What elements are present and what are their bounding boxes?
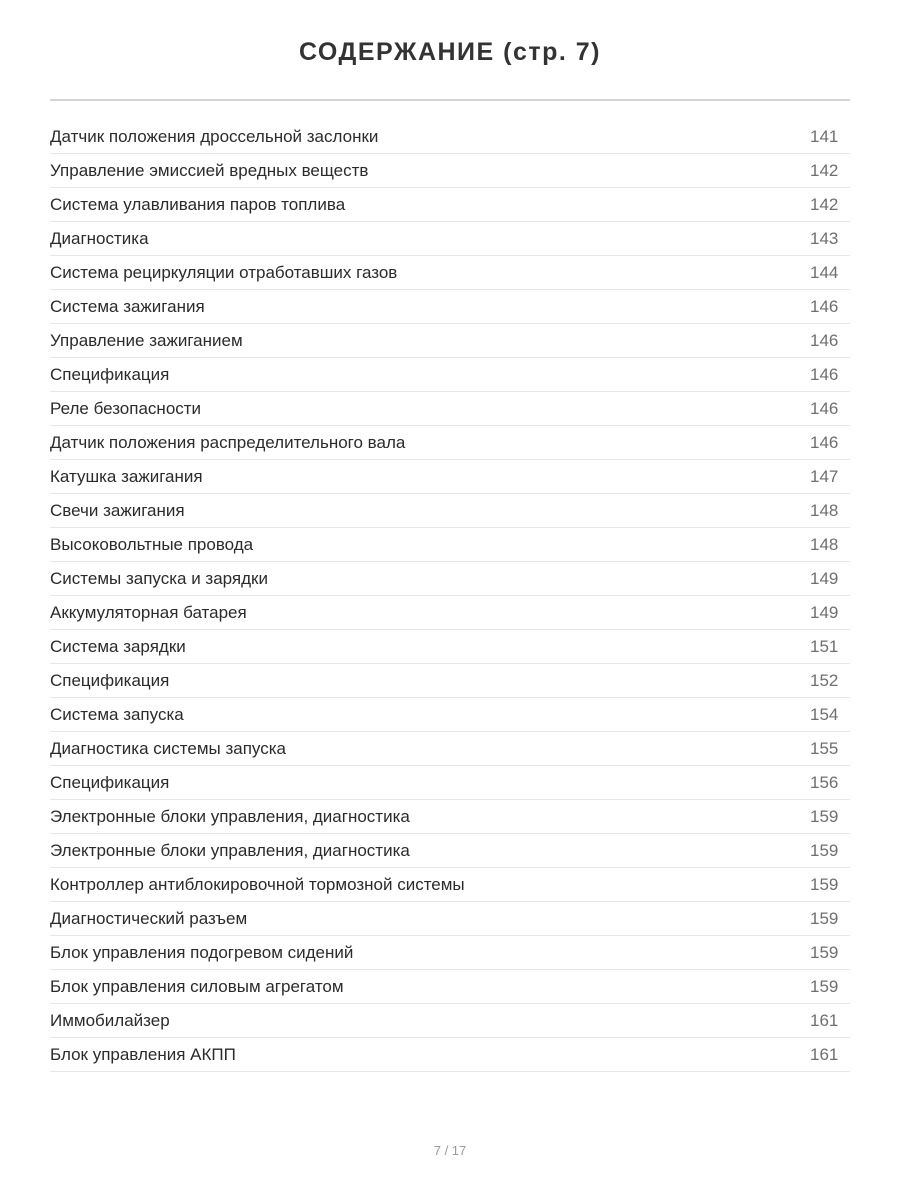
toc-entry-page: 149 — [810, 602, 839, 622]
toc-entry[interactable] — [50, 392, 850, 426]
toc-entry-page: 146 — [810, 432, 839, 452]
toc-entry[interactable] — [50, 494, 850, 528]
toc-entry[interactable] — [50, 222, 850, 256]
toc-entry-page: 148 — [810, 500, 839, 520]
toc-entry[interactable] — [50, 358, 850, 392]
toc-entry[interactable] — [50, 290, 850, 324]
toc-entry-title: Блок управления подогревом сидений — [50, 942, 354, 962]
toc-entry-page: 149 — [810, 568, 839, 588]
toc-entry-title: Управление зажиганием — [50, 330, 243, 350]
toc-entry[interactable] — [50, 120, 850, 154]
toc-entry-title: Свечи зажигания — [50, 500, 185, 520]
toc-entry[interactable] — [50, 188, 850, 222]
toc-entry-page: 146 — [810, 330, 839, 350]
toc-entry-title: Аккумуляторная батарея — [50, 602, 247, 622]
toc-entry-page: 154 — [810, 704, 839, 724]
toc-entry-title: Электронные блоки управления, диагностика — [50, 840, 410, 860]
toc-entry[interactable] — [50, 256, 850, 290]
toc-entry[interactable] — [50, 1038, 850, 1072]
toc-entry-page: 159 — [810, 874, 839, 894]
toc-entry[interactable] — [50, 154, 850, 188]
toc-entry-title: Система запуска — [50, 704, 184, 724]
toc-entry[interactable] — [50, 324, 850, 358]
toc-entry-page: 159 — [810, 942, 839, 962]
toc-entry-page: 156 — [810, 772, 839, 792]
toc-entry[interactable] — [50, 426, 850, 460]
toc-entry-page: 155 — [810, 738, 839, 758]
toc-entry-title: Управление эмиссией вредных веществ — [50, 160, 369, 180]
toc-entry[interactable] — [50, 562, 850, 596]
toc-entry[interactable] — [50, 528, 850, 562]
title-divider — [50, 99, 850, 101]
toc-entry-title: Реле безопасности — [50, 398, 202, 418]
toc-entry-page: 141 — [810, 126, 839, 146]
toc-entry[interactable] — [50, 868, 850, 902]
toc-entry-page: 161 — [810, 1010, 839, 1030]
toc-entry-page: 143 — [810, 228, 839, 248]
toc-entry[interactable] — [50, 596, 850, 630]
toc-entry-page: 146 — [810, 364, 839, 384]
toc-entry-title: Контроллер антиблокировочной тормозной системы — [50, 874, 465, 894]
toc-entry[interactable] — [50, 664, 850, 698]
toc-entry-title: Датчик положения распределительного вала — [50, 432, 406, 452]
toc-entry-title: Система зажигания — [50, 296, 205, 316]
page-counter: 7 / 17 — [433, 1143, 467, 1158]
toc-entry-page: 144 — [810, 262, 839, 282]
page-title: СОДЕРЖАНИЕ (стр. 7) — [298, 38, 602, 66]
toc-entry[interactable] — [50, 834, 850, 868]
toc-entry-page: 159 — [810, 840, 839, 860]
toc-entry-page: 159 — [810, 976, 839, 996]
toc-entry[interactable] — [50, 630, 850, 664]
toc-entry[interactable] — [50, 800, 850, 834]
toc-entry-title: Высоковольтные провода — [50, 534, 254, 554]
toc-entry[interactable] — [50, 698, 850, 732]
toc-entry[interactable] — [50, 766, 850, 800]
toc-entry-title: Блок управления АКПП — [50, 1044, 236, 1064]
toc-entry[interactable] — [50, 732, 850, 766]
toc-entry[interactable] — [50, 1004, 850, 1038]
toc-entry-title: Иммобилайзер — [50, 1010, 170, 1030]
toc-entry-title: Диагностика — [50, 228, 149, 248]
toc-entry-page: 147 — [810, 466, 839, 486]
toc-entry-title: Системы запуска и зарядки — [50, 568, 268, 588]
toc-entry-title: Система рециркуляции отработавших газов — [50, 262, 398, 282]
toc-entry[interactable] — [50, 970, 850, 1004]
toc-entry-title: Катушка зажигания — [50, 466, 203, 486]
toc-entry-page: 159 — [810, 908, 839, 928]
toc-entry-page: 161 — [810, 1044, 839, 1064]
toc-entry[interactable] — [50, 460, 850, 494]
toc-entry-page: 159 — [810, 806, 839, 826]
toc-entry-title: Диагностический разъем — [50, 908, 248, 928]
toc-entry-page: 142 — [810, 194, 839, 214]
toc-entry-title: Спецификация — [50, 670, 170, 690]
toc-entry-page: 146 — [810, 398, 839, 418]
toc-entry-title: Диагностика системы запуска — [50, 738, 286, 758]
toc-entry-page: 152 — [810, 670, 839, 690]
toc-entry-title: Блок управления силовым агрегатом — [50, 976, 344, 996]
toc-entry-page: 146 — [810, 296, 839, 316]
toc-entry-title: Спецификация — [50, 772, 170, 792]
toc-list — [50, 120, 850, 1072]
toc-entry-title: Электронные блоки управления, диагностика — [50, 806, 410, 826]
toc-entry-title: Система зарядки — [50, 636, 186, 656]
toc-entry[interactable] — [50, 936, 850, 970]
toc-entry-page: 148 — [810, 534, 839, 554]
toc-entry-page: 142 — [810, 160, 839, 180]
toc-entry-title: Спецификация — [50, 364, 170, 384]
toc-entry-title: Система улавливания паров топлива — [50, 194, 346, 214]
toc-entry-page: 151 — [810, 636, 839, 656]
toc-entry[interactable] — [50, 902, 850, 936]
toc-entry-title: Датчик положения дроссельной заслонки — [50, 126, 379, 146]
